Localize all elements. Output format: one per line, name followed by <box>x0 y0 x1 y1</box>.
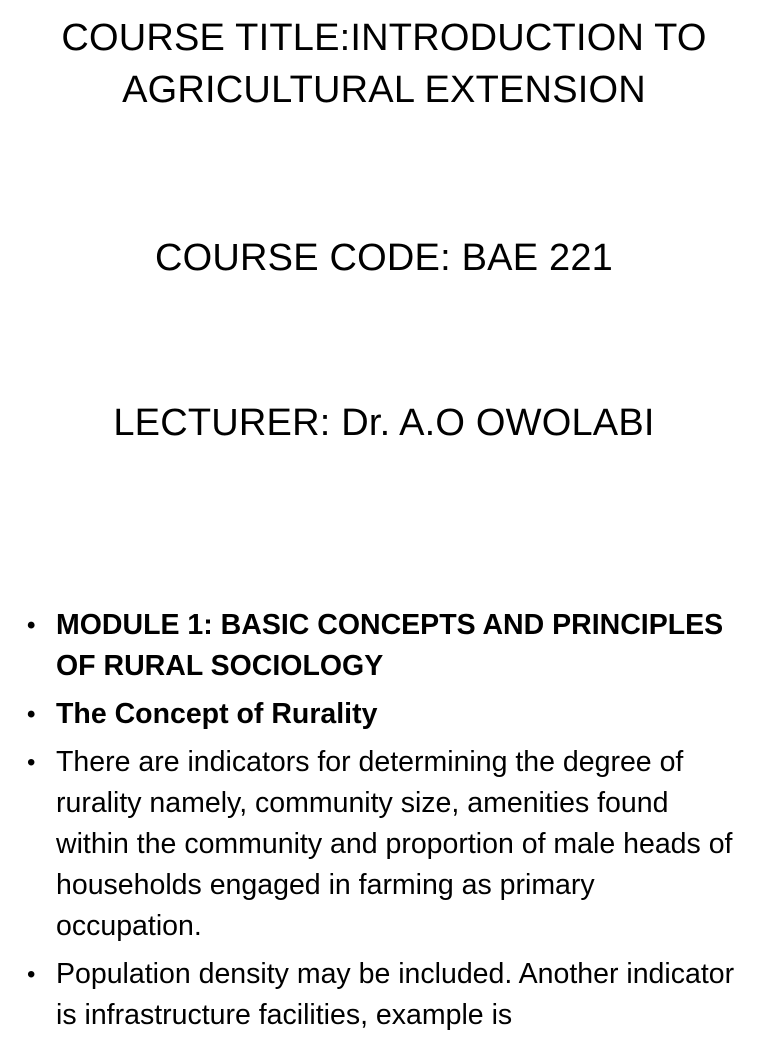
bullet-text: The Concept of Rurality <box>56 698 378 730</box>
lecturer-name: LECTURER: Dr. A.O OWOLABI <box>113 402 655 444</box>
bullet-text: There are indicators for determining the degree of rurality namely, community size, amenities found within the community and proportion of male heads of households engaged in farming as primary occupation. <box>56 746 733 942</box>
concept-heading-bullet <box>0 694 768 735</box>
course-code: COURSE CODE: BAE 221 <box>154 237 614 279</box>
bullet-text: Population density may be included. Another indicator is infrastructure facilities, example is <box>56 958 735 1031</box>
bullet-icon: • <box>27 961 36 988</box>
rurality-indicators-bullet <box>0 742 768 947</box>
bullet-icon: • <box>27 612 36 639</box>
bullet-icon: • <box>27 749 36 776</box>
bullet-icon: • <box>27 701 36 728</box>
module-heading-bullet <box>0 605 768 687</box>
course-title <box>24 12 744 116</box>
course-title-line-1: COURSE TITLE:INTRODUCTION TO <box>61 17 707 59</box>
bullet-text: MODULE 1: BASIC CONCEPTS AND PRINCIPLES OF RURAL SOCIOLOGY <box>56 609 724 682</box>
course-title-line-2: AGRICULTURAL EXTENSION <box>122 69 646 111</box>
content-bullet-list <box>0 605 768 1043</box>
